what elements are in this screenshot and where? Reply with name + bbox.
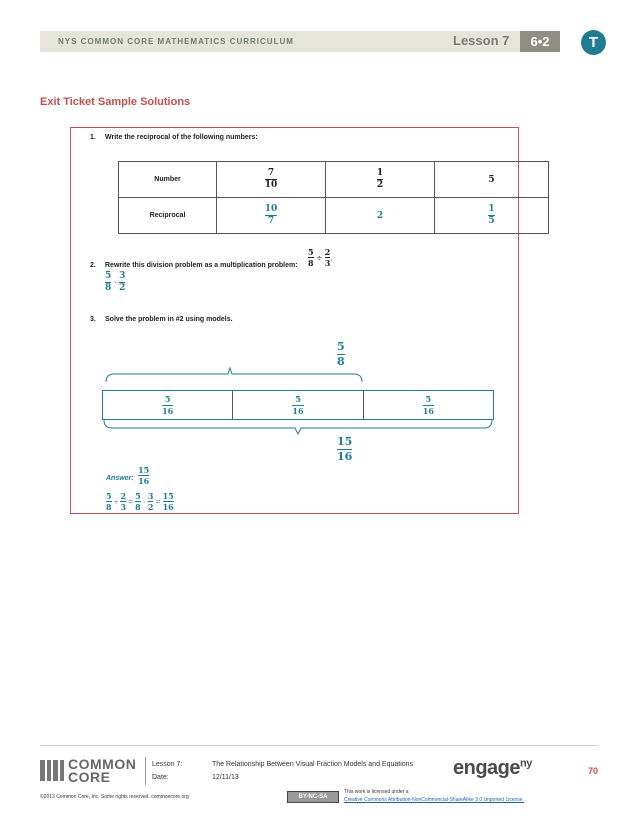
number-cell-3: 5 <box>435 162 549 198</box>
footer-lesson-label: Lesson 7: <box>152 761 183 768</box>
grade-badge: 6•2 <box>520 31 560 52</box>
page-number: 70 <box>588 766 599 776</box>
q3-number: 3. <box>90 316 96 323</box>
copyright-text: ©2013 Common Core, Inc. Some rights reserved. commoncore.org <box>40 794 189 800</box>
table-row <box>119 162 549 198</box>
license-text: This work is licensed under a Creative Commons Attribution-NonCommercial-ShareAlike 3.0 Unported License. <box>344 789 525 803</box>
engageny-logo: engage$^{ny}$ <box>453 757 532 779</box>
bottom-brace <box>104 420 492 434</box>
model-top-label: $\frac{5}{8}$ <box>337 340 345 368</box>
q3-equation: $\frac{5}{8}$ ÷ $\frac{2}{3}$ = $\frac{5}{8}$ · $\frac{3}{2}$ = $\frac{15}{16}$ <box>106 491 174 513</box>
table-row <box>119 198 549 234</box>
q1-number: 1. <box>90 134 96 141</box>
license-link[interactable]: Creative Commons Attribution-NonCommercial-ShareAlike 3.0 Unported License. <box>344 797 525 803</box>
model-bottom-label: $\frac{15}{16}$ <box>337 435 353 463</box>
fraction-model-bar <box>102 390 494 420</box>
teacher-badge-icon: T <box>581 30 606 55</box>
common-core-logo-text: COMMON CORE <box>68 756 137 785</box>
curriculum-title: NYS COMMON CORE MATHEMATICS CURRICULUM <box>58 37 294 46</box>
footer-lesson-title: The Relationship Between Visual Fraction Models and Equations <box>212 761 414 768</box>
reciprocal-cell-1: $\frac{10}{7}$ <box>217 198 326 234</box>
q3-text: Solve the problem in #2 using models. <box>105 316 233 323</box>
top-brace <box>106 368 362 382</box>
q2-problem: $\frac{5}{8}$ ÷ $\frac{2}{3}$ . <box>308 247 333 269</box>
section-title: Exit Ticket Sample Solutions <box>40 96 191 108</box>
footer-divider <box>40 745 598 746</box>
footer-date-label: Date: <box>152 774 169 781</box>
reciprocal-cell-3: $\frac{1}{5}$ <box>435 198 549 234</box>
footer-date: 12/11/13 <box>212 774 239 781</box>
number-cell-1: $\frac{7}{10}$ <box>217 162 326 198</box>
row-label-reciprocal: Reciprocal <box>119 198 217 234</box>
common-core-logo-icon <box>40 760 64 781</box>
footer-vertical-divider <box>145 757 146 785</box>
model-segment: $\frac{5}{16}$ <box>232 391 362 419</box>
q2-text: Rewrite this division problem as a multiplication problem: <box>105 262 298 269</box>
number-cell-2: $\frac{1}{2}$ <box>326 162 435 198</box>
q3-answer: Answer: $\frac{15}{16}$ <box>106 465 150 487</box>
lesson-label: Lesson 7 <box>453 33 510 48</box>
model-segment: $\frac{5}{16}$ <box>162 394 174 416</box>
q2-number: 2. <box>90 262 96 269</box>
cc-license-badge-icon: BY-NC-SA <box>287 791 339 803</box>
q1-text: Write the reciprocal of the following numbers: <box>105 134 258 141</box>
q2-answer: $\frac{5}{8}$ · $\frac{3}{2}$ <box>105 271 126 294</box>
model-segment: $\frac{5}{16}$ <box>363 391 493 419</box>
reciprocal-cell-2: 2 <box>326 198 435 234</box>
reciprocal-table <box>118 161 549 234</box>
row-label-number: Number <box>119 162 217 198</box>
